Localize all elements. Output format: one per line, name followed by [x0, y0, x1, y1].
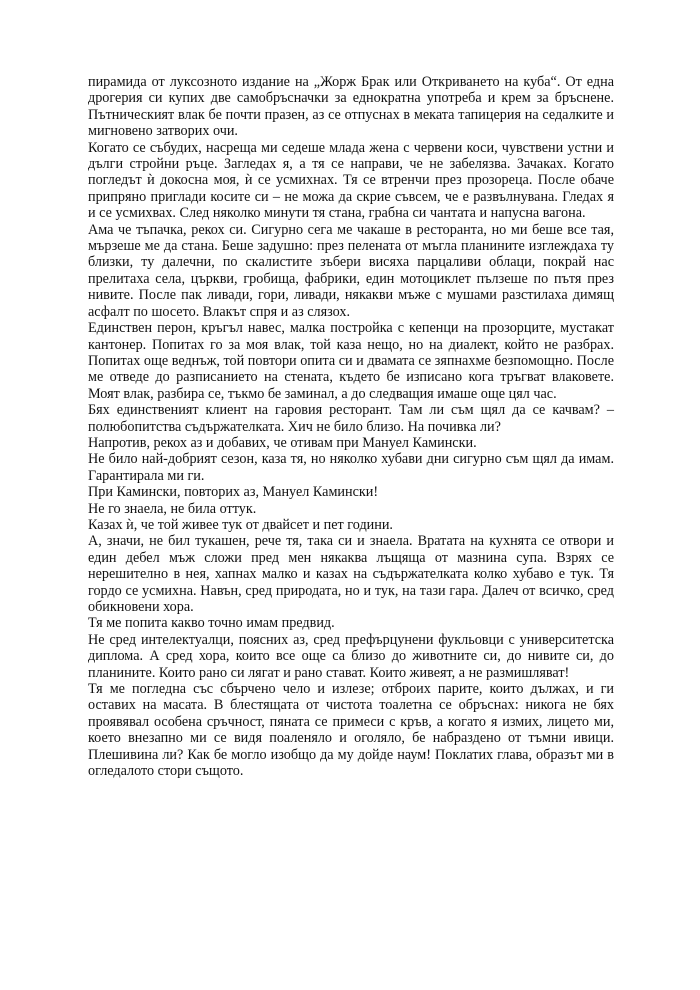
paragraph-8: При Камински, повторих аз, Мануел Камински!	[88, 484, 379, 501]
paragraph-6: Напротив, рекох аз и добавих, че отивам при Мануел Камински.	[88, 434, 477, 451]
paragraph-13: Не сред интелектуалци, поясних аз, сред префърцунени фукльовци с университетска диплома. А сред хора, които все още са близо до животните си, до нивите си, до планините. Които рано си лягат и рано стават. Които живеят, а не размишляват!	[88, 631, 614, 681]
paragraph-7: Не било най-добрият сезон, каза тя, но няколко хубави дни сигурно съм щял да имам. Гарантирала ми ги.	[88, 451, 614, 484]
paragraph-9: Не го знаела, не била оттук.	[88, 500, 257, 517]
paragraph-3: Ама че тъпачка, рекох си. Сигурно сега ме чакаше в ресторанта, но ми беше все тая, мързеше ме да стана. Беше задушно: през пелената от мъгла планините изглеждаха ту близки, ту далечни, по скалистите зъбери висяха парцаливи облаци, покрай нас прелитаха села, църкви, гробища, фабрики, един мотоциклет пълзеше по пътя през нивите. После пак ливади, гори, ливади, някакви мъже с мушами разстилаха димящ асфалт по шосето. Влакът спря и аз слязох.	[88, 221, 614, 320]
body-text	[88, 74, 614, 779]
paragraph-5: Бях единственият клиент на гаровия ресторант. Там ли съм щял да се качвам? – полюбопитства съдържателката. Хич не било близо. На почивка ли?	[88, 402, 614, 435]
paragraph-14: Тя ме погледна със сбърчено чело и излезе; отброих парите, които дължах, и ги оставих на масата. В блестящата от чистота тоалетна се обръснах: никога не бях проявявал особена сръчност, пяната се примеси с кръв, а когато я измих, лицето ми, което внезапно ми се видя поаленяло и оголяло, бе набраздено от тъмни ивици. Плешивина ли? Как бе могло изобщо да му дойде наум! Поклатих глава, образът ми в огледалото стори същото.	[88, 681, 614, 780]
paragraph-11: А, значи, не бил тукашен, рече тя, така си и знаела. Вратата на кухнята се отвори и един дебел мъж сложи пред мен някаква лъщяща от мазнина супа. Взрях се нерешително в нея, хапнах малко и казах на съдържателката колко хубаво е тук. Тя гордо се усмихна. Навън, сред природата, но и тук, на тази гара. Далеч от всичко, сред обикновени хора.	[88, 533, 614, 615]
paragraph-12: Тя ме попита какво точно имам предвид.	[88, 615, 335, 632]
paragraph-4: Единствен перон, кръгъл навес, малка постройка с кепенци на прозорците, мустакат кантонер. Попитах го за моя влак, той каза нещо, но на диалект, който не разбрах. Попитах още веднъж, той повтори опита си и двамата се зяпнахме безпомощно. После ме отведе до разписанието на стената, където бе изписано кога тръгват влаковете. Моят влак, разбира се, тъкмо бе заминал, а до следващия имаше още цял час.	[88, 320, 614, 402]
paragraph-1: пирамида от луксозното издание на „Жорж Брак или Откриването на куба“. От една дрогерия си купих две самобръсначки за еднократна употреба и крем за бръснене. Пътническият влак бе почти празен, аз се отпуснах в меката тапицерия на седалките и мигновено затворих очи.	[88, 74, 614, 140]
paragraph-10: Казах ѝ, че той живее тук от двайсет и пет години.	[88, 516, 393, 533]
paragraph-2: Когато се събудих, насреща ми седеше млада жена с червени коси, чувствени устни и дълги стройни ръце. Загледах я, а тя се направи, че не забелязва. Зачаках. Когато погледът ѝ докосна моя, ѝ се усмихнах. Тя се втренчи през прозореца. После обаче припряно приглади косите си – не можа да скрие съвсем, че е развълнувана. Гледах я и се усмихвах. След няколко минути тя стана, грабна си чантата и напусна вагона.	[88, 139, 614, 222]
